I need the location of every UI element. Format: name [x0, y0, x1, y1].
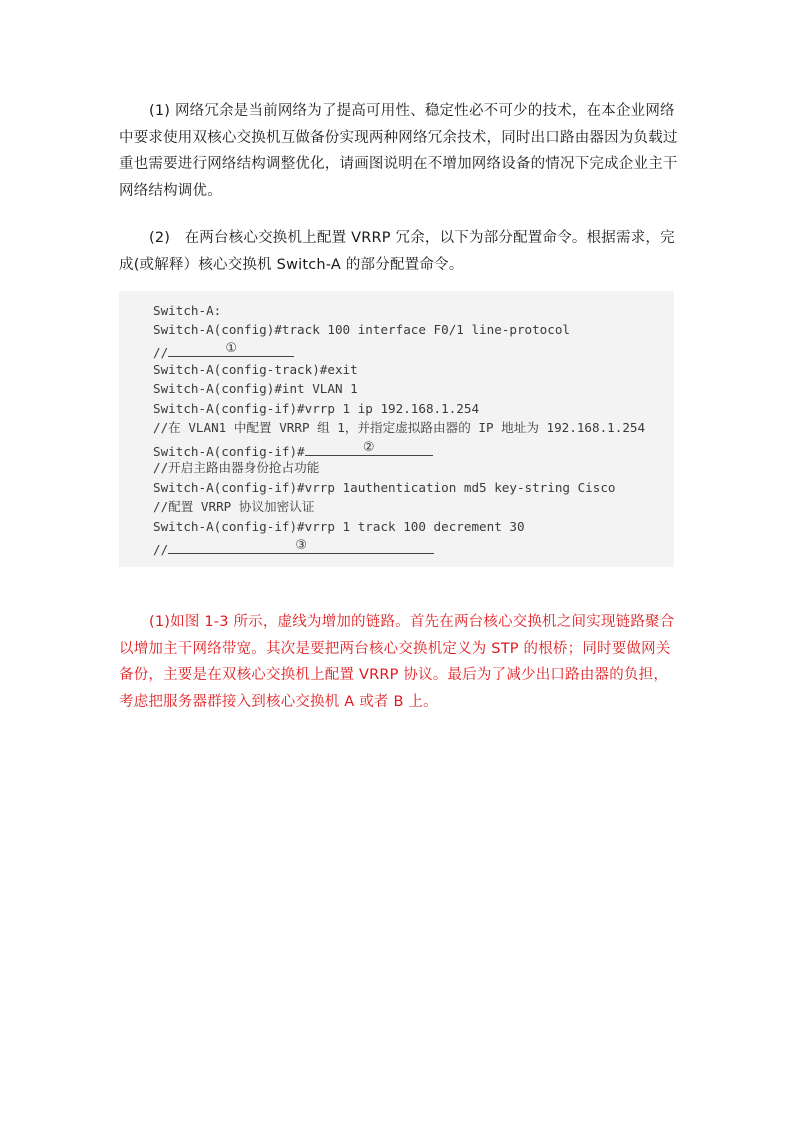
code-line-blank-2: Switch-A(config-if)# ②	[153, 441, 433, 460]
question-1-number: (1)	[149, 103, 171, 119]
fill-blank-1: ①	[168, 342, 294, 357]
code-line: Switch-A(config-if)#vrrp 1 ip 192.168.1.254	[153, 401, 480, 416]
question-1-text: 网络冗余是当前网络为了提高可用性、稳定性必不可少的技术，在本企业网络中要求使用双核心交换机互做备份实现两种网络冗余技术，同时出口路由器因为负载过重也需要进行网络结构调整优化，请画图说明在不增加网络设备的情况下完成企业主干网络结构调优。	[119, 103, 678, 199]
answer-text: (1)如图 1-3 所示，虚线为增加的链路。首先在两台核心交换机之间实现链路聚合以增加主干网络带宽。其次是要把两台核心交换机定义为 STP 的根桥；同时要做网关备份，主要是在双核心交换机上配置 VRRP 协议。最后为了减少出口路由器的负担，考虑把服务器群接入到核心交换机 A 或者 B 上。	[119, 614, 675, 710]
config-code-figure	[119, 291, 674, 567]
question-2	[119, 225, 679, 278]
code-line-blank-3: // ③	[153, 539, 434, 558]
question-1	[119, 98, 679, 204]
fill-blank-3: ③	[168, 539, 434, 554]
code-comment: //配置 VRRP 协议加密认证	[153, 499, 315, 514]
code-line: Switch-A(config)#track 100 interface F0/1 line-protocol	[153, 322, 571, 337]
question-2-number: (2)	[149, 230, 171, 246]
code-line: Switch-A(config-if)#vrrp 1authentication md5 key-string Cisco	[153, 480, 616, 495]
answer-paragraph	[119, 609, 679, 715]
code-comment: //在 VLAN1 中配置 VRRP 组 1，并指定虚拟路由器的 IP 地址为 192.168.1.254	[153, 420, 646, 435]
code-line: Switch-A:	[153, 303, 222, 318]
question-2-text: 在两台核心交换机上配置 VRRP 冗余，以下为部分配置命令。根据需求，完成(或解释）核心交换机 Switch-A 的部分配置命令。	[119, 230, 675, 273]
code-line: Switch-A(config-if)#vrrp 1 track 100 decrement 30	[153, 519, 525, 534]
fill-blank-2: ②	[305, 441, 433, 456]
code-line-blank-1: // ①	[153, 342, 294, 361]
code-line: Switch-A(config-track)#exit	[153, 362, 358, 377]
code-comment: //开启主路由器身份抢占功能	[153, 460, 320, 475]
code-line: Switch-A(config)#int VLAN 1	[153, 381, 358, 396]
